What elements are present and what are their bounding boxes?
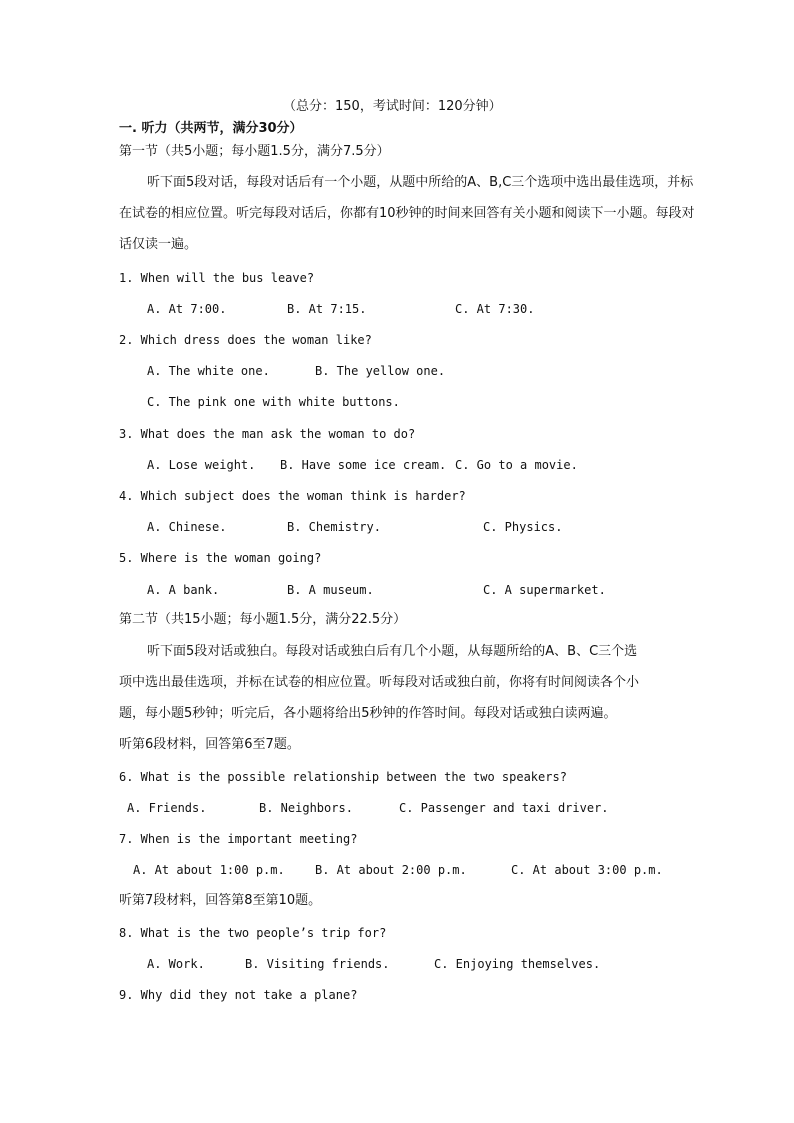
option-a: A. Work. <box>147 957 205 971</box>
option-b: B. The yellow one. <box>315 364 446 378</box>
option-a: A. Friends. <box>127 801 207 815</box>
option-c: C. At about 3:00 p.m. <box>511 863 663 877</box>
option-c: C. Passenger and taxi driver. <box>399 801 609 815</box>
question-9-stem: 9. Why did they not take a plane? <box>119 988 358 1002</box>
option-c: C. At 7:30. <box>455 302 535 316</box>
question-2-option-c: C. The pink one with white buttons. <box>147 395 400 409</box>
question-3-stem: 3. What does the man ask the woman to do? <box>119 427 416 441</box>
option-b: B. At 7:15. <box>287 302 367 316</box>
question-7-stem: 7. When is the important meeting? <box>119 832 358 846</box>
option-b: B. Neighbors. <box>259 801 353 815</box>
option-b: B. Have some ice cream. <box>280 458 447 472</box>
part2-instruction-line-2: 项中选出最佳选项，并标在试卷的相应位置。听每段对话或独白前，你将有时间阅读各个小 <box>119 675 640 690</box>
option-c: C. A supermarket. <box>483 583 606 597</box>
question-5-stem: 5. Where is the woman going? <box>119 551 322 565</box>
instruction-line-3: 话仅读一遍。 <box>119 237 198 252</box>
question-8-stem: 8. What is the two people’s trip for? <box>119 926 387 940</box>
option-a: A. At 7:00. <box>147 302 227 316</box>
part2-title: 第二节（共15小题；每小题1.5分，满分22.5分） <box>119 612 407 627</box>
part2-instruction-line-3: 题，每小题5秒钟；听完后，各小题将给出5秒钟的作答时间。每段对话或独白读两遍。 <box>119 706 617 721</box>
option-a: A. The white one. <box>147 364 270 378</box>
score-time-header: （总分：150，考试时间：120分钟） <box>283 99 502 114</box>
section-title: 一. 听力（共两节，满分30分） <box>119 121 303 136</box>
option-a: A. Chinese. <box>147 520 227 534</box>
option-b: B. A museum. <box>287 583 374 597</box>
option-b: B. Visiting friends. <box>245 957 390 971</box>
option-c: C. Enjoying themselves. <box>434 957 601 971</box>
material-7-label: 听第7段材料，回答第8至第10题。 <box>119 893 322 908</box>
option-a: A. A bank. <box>147 583 220 597</box>
option-b: B. At about 2:00 p.m. <box>315 863 467 877</box>
part1-title: 第一节（共5小题；每小题1.5分，满分7.5分） <box>119 144 390 159</box>
question-2-stem: 2. Which dress does the woman like? <box>119 333 372 347</box>
instruction-line-1: 听下面5段对话，每段对话后有一个小题，从题中所给的A、B,C三个选项中选出最佳选项，并标 <box>147 175 694 190</box>
option-c: C. Go to a movie. <box>455 458 578 472</box>
part2-instruction-line-1: 听下面5段对话或独白。每段对话或独白后有几个小题，从每题所给的A、B、C三个选 <box>147 644 638 659</box>
option-b: B. Chemistry. <box>287 520 381 534</box>
question-4-stem: 4. Which subject does the woman think is harder? <box>119 489 466 503</box>
question-1-stem: 1. When will the bus leave? <box>119 271 315 285</box>
instruction-line-2: 在试卷的相应位置。听完每段对话后，你都有10秒钟的时间来回答有关小题和阅读下一小题。每段对 <box>119 206 695 221</box>
material-6-label: 听第6段材料，回答第6至7题。 <box>119 737 300 752</box>
option-a: A. At about 1:00 p.m. <box>133 863 285 877</box>
option-c: C. Physics. <box>483 520 563 534</box>
option-a: A. Lose weight. <box>147 458 256 472</box>
question-6-stem: 6. What is the possible relationship between the two speakers? <box>119 770 567 784</box>
